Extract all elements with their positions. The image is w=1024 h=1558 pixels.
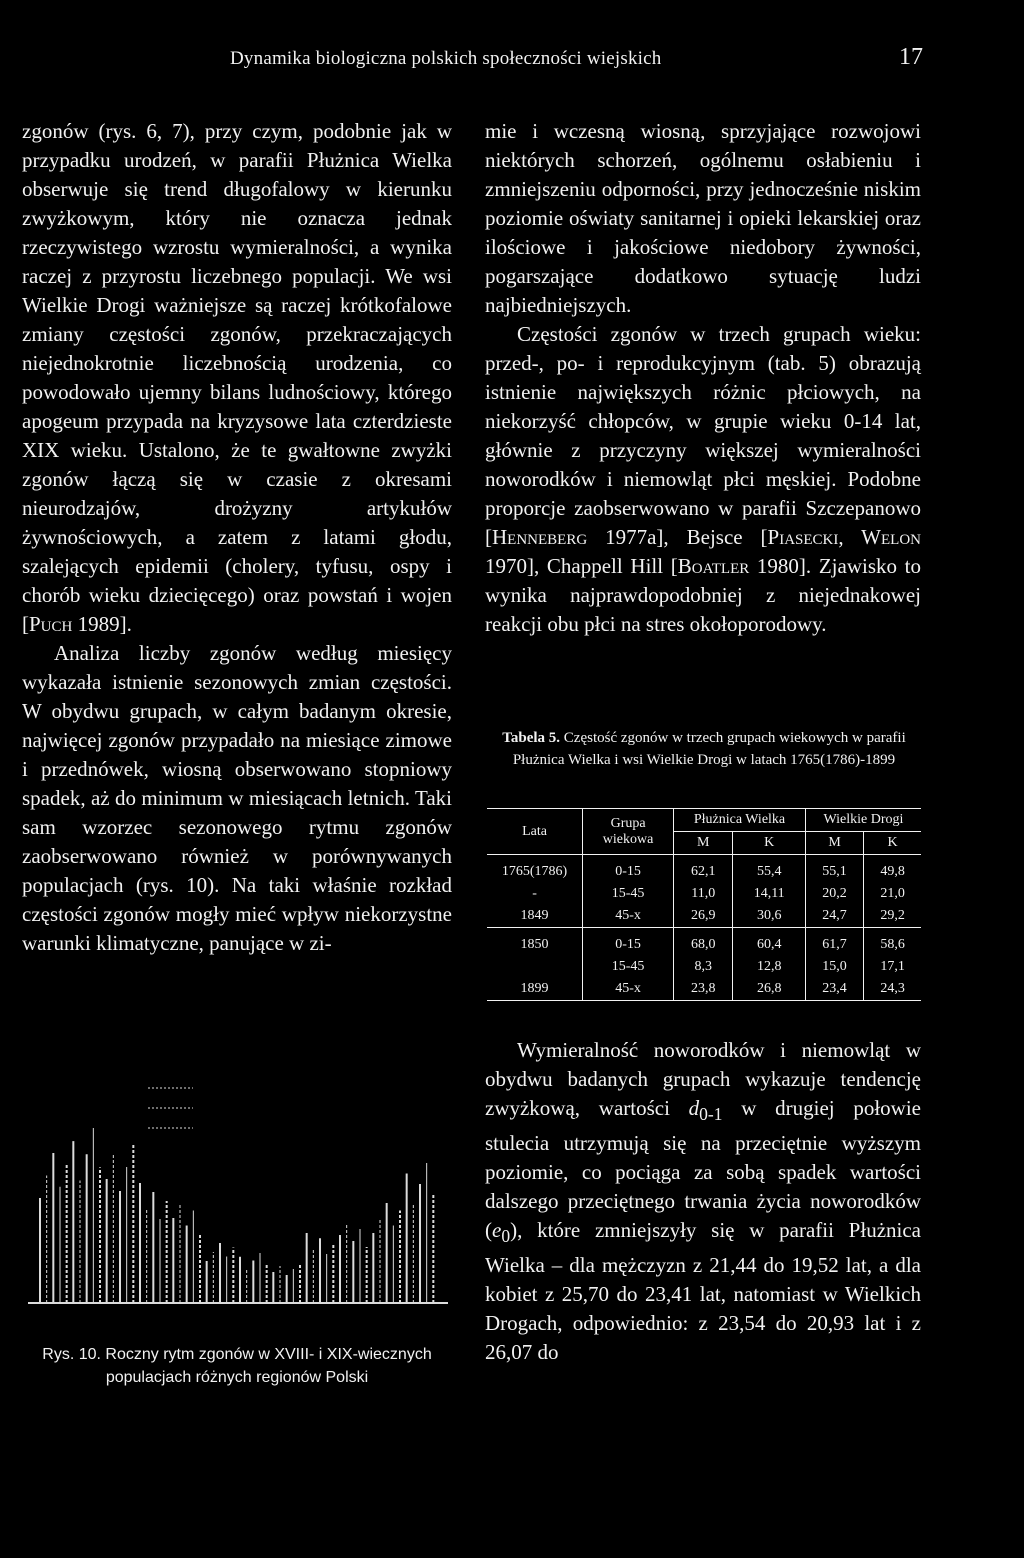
figure-chart xyxy=(28,1078,448,1328)
table-row: 15-45 8,3 12,8 15,0 17,1 xyxy=(487,956,921,978)
right-column xyxy=(485,117,921,639)
paragraph: Wymieralność noworodków i niemowląt w obydwu badanych grupach wykazuje tendencję zwyżkową, wartości $d_{0-1}$ w drugiej połowie stulecia utrzymują się na przeciętnie wyższym poziomie, co pociąga za sobą spadek wartości dalszego przeciętnego trwania życia noworodków $(e_0)$, które zmniejszyły się w parafii Płużnica Wielka – dla mężczyzn z 21,44 do 19,52 lat, a dla kobiet z 25,70 do 23,41 lat, natomiast w Wielkich Drogach, odpowiednio: z 23,54 do 20,93 lat i z 26,07 do xyxy=(485,1038,921,1365)
table-row: 1849 45-x 26,9 30,6 24,7 29,2 xyxy=(487,905,921,928)
paragraph: Analiza liczby zgonów według miesięcy wykazała istnienie sezonowych zmian częstości. W obydwu grupach, w całym badanym okresie, najwięcej zgonów przypadało na miesiące zimowe i przednówek, wiosną obserwowano stopniowy spadek, aż do minimum w miesiącach letnich. Taki sam wzorzec sezonowego rytmu zgonów zaobserwowano również w porównywanych populacjach (rys. 10). Na taki właśnie rozkład częstości zgonów mogły mieć wpływ niekorzystne warunki klimatyczne, panujące w zi- xyxy=(22,641,452,955)
col-m: M xyxy=(674,832,733,855)
col-k: K xyxy=(733,832,805,855)
table-row: 1850 0-15 68,0 60,4 61,7 58,6 xyxy=(487,934,921,956)
col-wd: Wielkie Drogi xyxy=(805,809,921,832)
col-m: M xyxy=(805,832,863,855)
paragraph: mie i wczesną wiosną, sprzyjające rozwojowi niektórych schorzeń, ogólnemu osłabieniu i zmniejszeniu odporności, przy jednocześnie niskim poziomie oświaty sanitarnej i opieki lekarskiej oraz ilościowe i jakościowe niedobory żywności, pogarszające dodatkowo sytuację ludzi najbiedniejszych. xyxy=(485,119,921,317)
figure-caption: Rys. 10. Roczny rytm zgonów w XVIII- i XIX-wiecznych populacjach różnych regionów Polski xyxy=(42,1346,432,1386)
paragraph: zgonów (rys. 6, 7), przy czym, podobnie jak w przypadku urodzeń, w parafii Płużnica Wielka obserwuje się trend długofalowy w kierunku zwyżkowym, który nie oznacza jednak rzeczywistego wzrostu wymieralności, a wynika raczej z przyrostu liczebnego populacji. We wsi Wielkie Drogi ważniejsze są raczej krótkofalowe zmiany częstości zgonów, przekraczających niejednokrotnie liczebnością urodzenia, co powodowało ujemny bilans ludnościowy, którego apogeum przypada na kryzysowe lata czterdzieste XIX wieku. Ustalono, że te gwałtowne zwyżki zgonów łączą się w czasie z okresami nieurodzajów, drożyzny artykułów żywnościowych, a zatem z latami głodu, szalejących epidemii (cholery, tyfusu, ospy i chorób wieku dziecięcego) oraz powstań i wojen [Puch 1989]. xyxy=(22,119,452,636)
col-lata: Lata xyxy=(487,809,583,855)
table-row: 1765(1786) 0-15 62,1 55,4 55,1 49,8 xyxy=(487,855,921,884)
page-number: 17 xyxy=(899,44,923,70)
col-k: K xyxy=(864,832,921,855)
left-column xyxy=(22,117,452,958)
table-row: - 15-45 11,0 14,11 20,2 21,0 xyxy=(487,883,921,905)
chart-svg xyxy=(28,1078,448,1328)
right-column-lower xyxy=(485,1036,921,1367)
col-grupa: Grupa wiekowa xyxy=(583,809,674,855)
paragraph: Częstości zgonów w trzech grupach wieku: przed-, po- i reprodukcyjnym (tab. 5) obrazują istnienie największych różnic płciowych, na niekorzyść chłopców, w grupie wieku 0-14 lat, głównie z przyczyny większej wymieralności noworodków i niemowląt płci męskiej. Podobne proporcje zaobserwowano w parafii Szczepanowo [Henneberg 1977a], Bejsce [Piasecki, Welon 1970], Chappell Hill [Boatler 1980]. Zjawisko to wynika najprawdopodobniej z niejednakowej reakcji obu płci na stres okołoporodowy. xyxy=(485,322,921,636)
col-pw: Płużnica Wielka xyxy=(674,809,806,832)
running-title: Dynamika biologiczna polskich społeczności wiejskich xyxy=(230,48,662,69)
data-table xyxy=(487,808,921,1001)
table-caption: Tabela 5. Częstość zgonów w trzech grupach wiekowych w parafii Płużnica Wielka i wsi Wielkie Drogi w latach 1765(1786)-1899 xyxy=(502,730,906,768)
table-row: 1899 45-x 23,8 26,8 23,4 24,3 xyxy=(487,978,921,1001)
page-header xyxy=(0,44,1024,78)
